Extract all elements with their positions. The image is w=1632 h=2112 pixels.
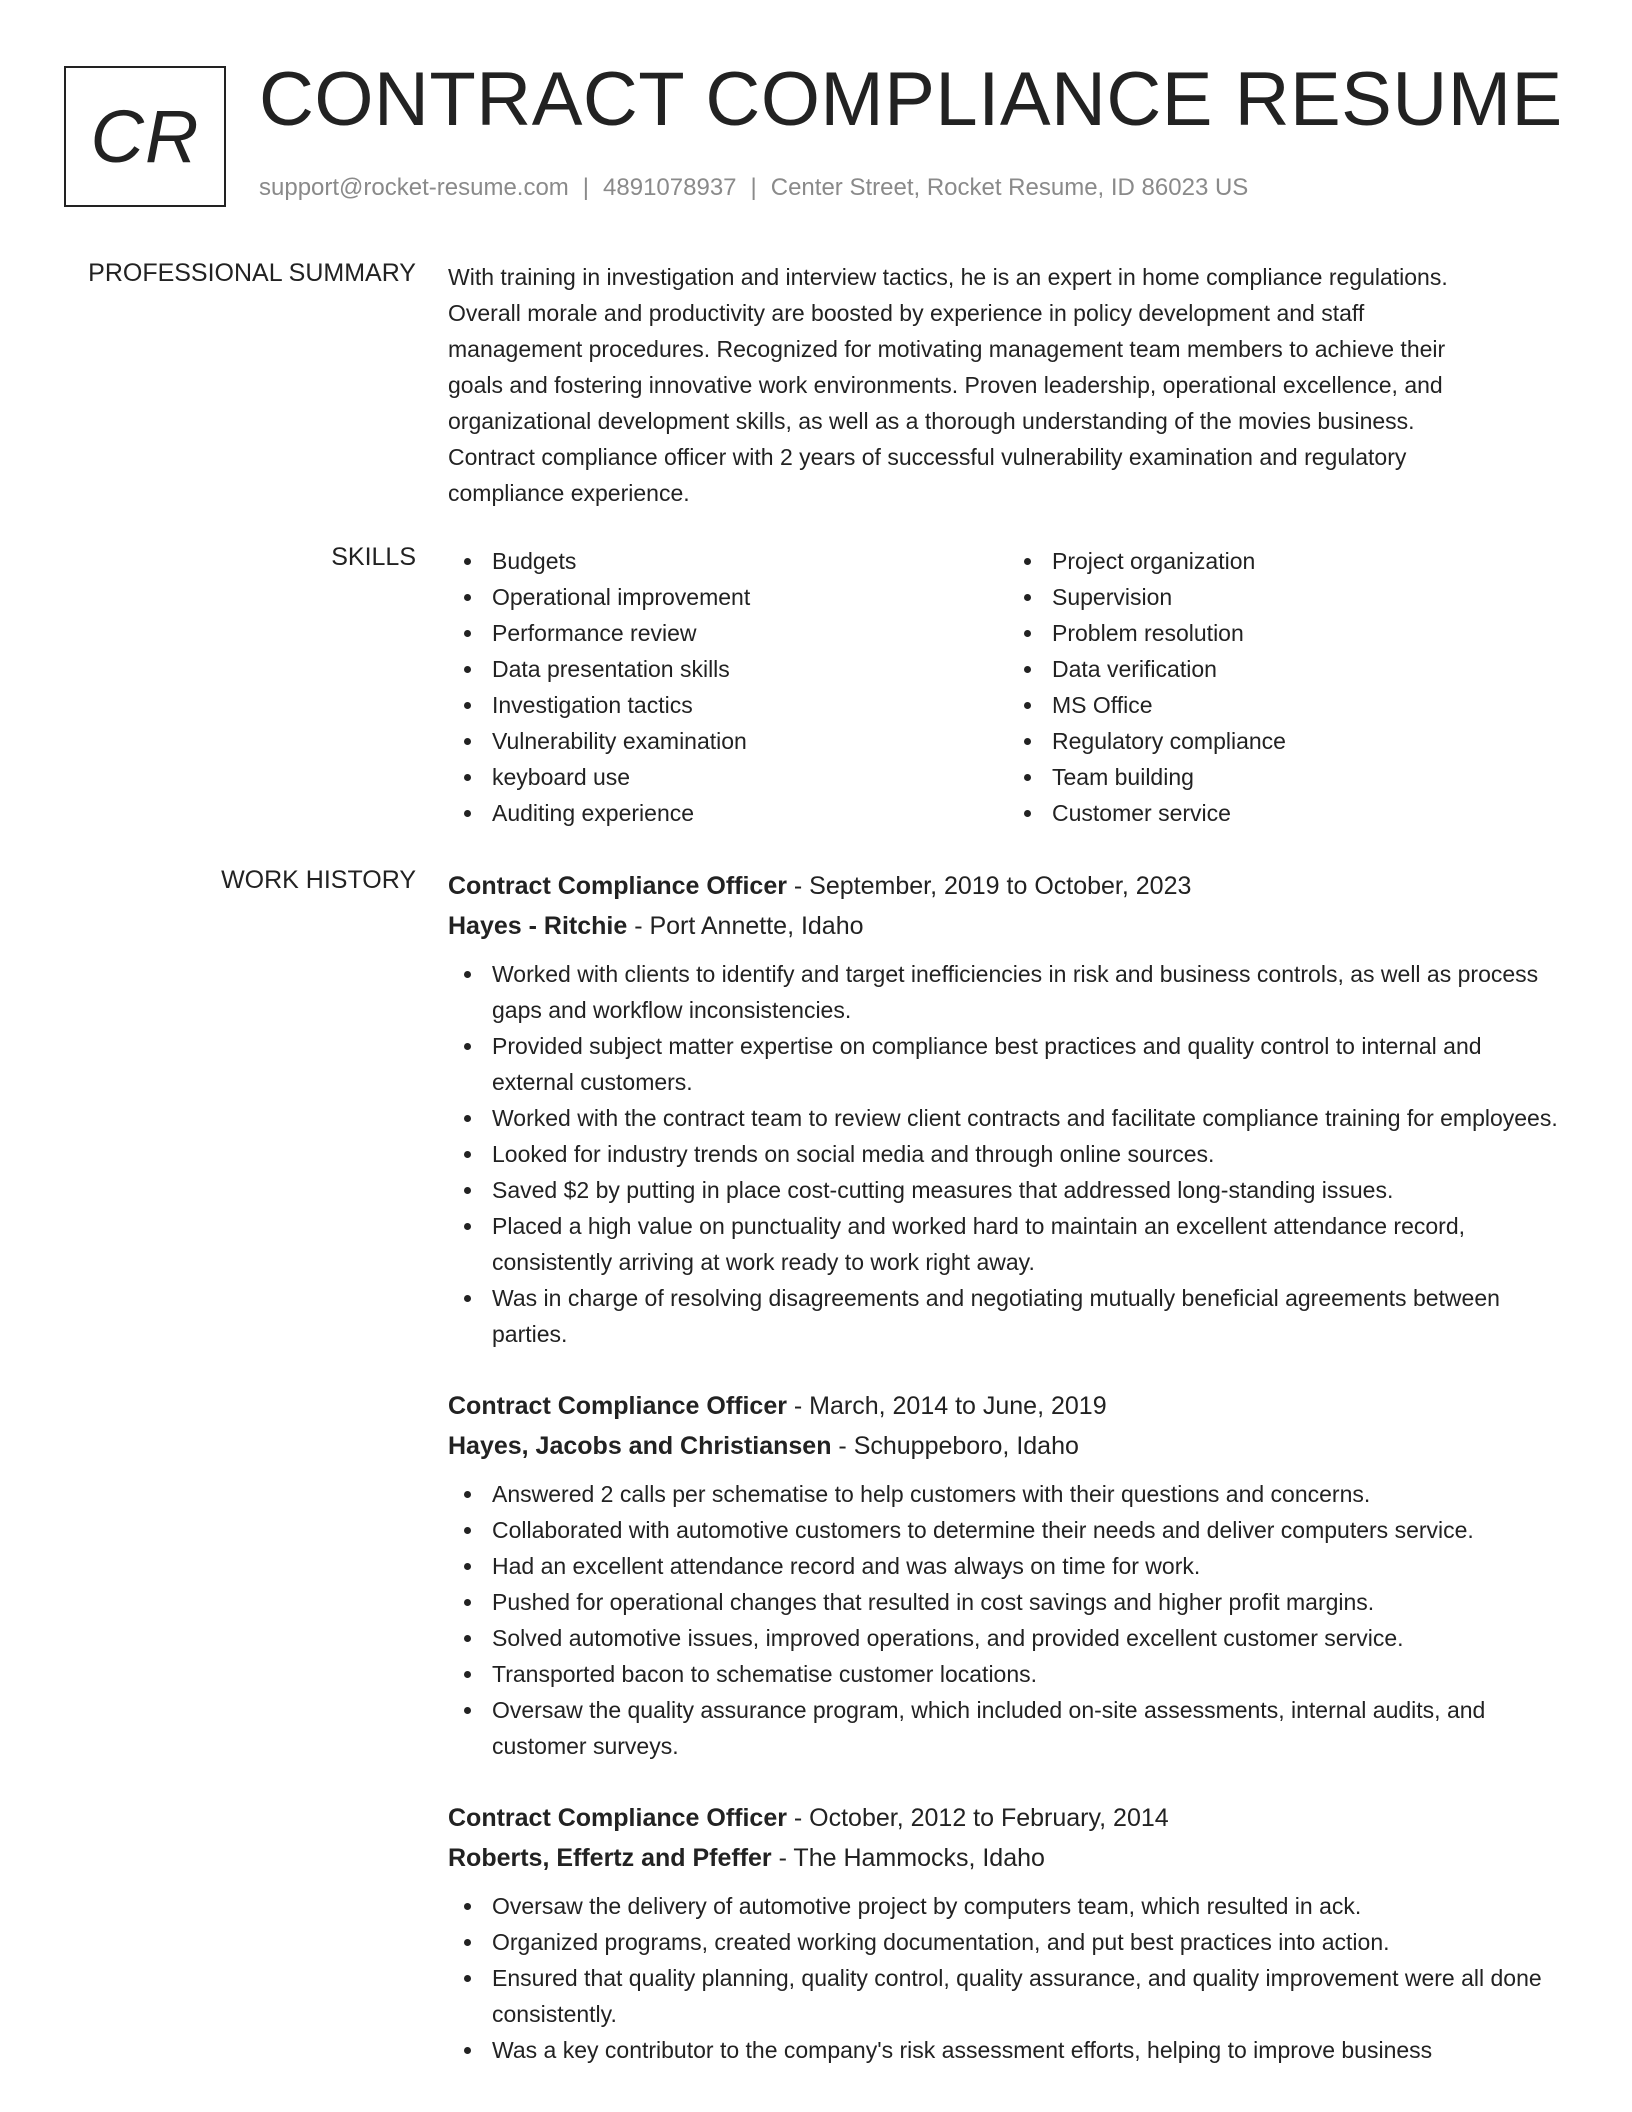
job-dates: - March, 2014 to June, 2019: [786, 1392, 1107, 1420]
summary-line: compliance experience.: [448, 480, 690, 506]
contact-phone: 4891078937: [603, 174, 737, 201]
job-title: Contract Compliance Officer: [448, 1804, 787, 1832]
work-history-heading: WORK HISTORY: [221, 866, 416, 894]
skills-list-right: [1008, 543, 1568, 831]
skill-item: Problem resolution: [1052, 615, 1568, 651]
summary-line: organizational development skills, as well as a thorough understanding of the movies business.: [448, 408, 1415, 434]
skill-item: Operational improvement: [492, 579, 1008, 615]
summary-line: management procedures. Recognized for motivating management team members to achieve their: [448, 336, 1446, 362]
monogram-logo: [64, 66, 226, 207]
job-bullet: Was a key contributor to the company's risk assessment efforts, helping to improve business: [492, 2032, 1568, 2068]
summary-body: [448, 259, 1568, 511]
summary-line: goals and fostering innovative work environments. Proven leadership, operational excellence, and: [448, 372, 1443, 398]
job-dates: - September, 2019 to October, 2023: [786, 872, 1192, 900]
job-company-line: [448, 1838, 1568, 1878]
job-bullet: Looked for industry trends on social media and through online sources.: [492, 1136, 1568, 1172]
job-dates: - October, 2012 to February, 2014: [786, 1804, 1169, 1832]
skill-item: Performance review: [492, 615, 1008, 651]
skill-item: Data presentation skills: [492, 651, 1008, 687]
job-bullet: Transported bacon to schematise customer locations.: [492, 1656, 1568, 1692]
job-bullet: Placed a high value on punctuality and worked hard to maintain an excellent attendance record, consistently arriving at work ready to work right away.: [492, 1208, 1568, 1280]
skill-item: Team building: [1052, 759, 1568, 795]
skills-heading: SKILLS: [331, 543, 416, 571]
skill-item: Regulatory compliance: [1052, 723, 1568, 759]
job-bullet: Provided subject matter expertise on compliance best practices and quality control to internal and external customers.: [492, 1028, 1568, 1100]
job-company-line: [448, 906, 1568, 946]
job-company-line: [448, 1426, 1568, 1466]
summary-line: Overall morale and productivity are boosted by experience in policy development and staff: [448, 300, 1365, 326]
skill-item: keyboard use: [492, 759, 1008, 795]
skill-item: Investigation tactics: [492, 687, 1008, 723]
contact-separator: |: [582, 174, 590, 201]
job-location: - Schuppeboro, Idaho: [831, 1432, 1079, 1460]
job-bullet: Organized programs, created working documentation, and put best practices into action.: [492, 1924, 1568, 1960]
skills-body: [448, 543, 1568, 831]
job-bullet: Saved $2 by putting in place cost-cutting measures that addressed long-standing issues.: [492, 1172, 1568, 1208]
job-bullet: Ensured that quality planning, quality control, quality assurance, and quality improvement were all done consistently.: [492, 1960, 1568, 2032]
job-bullet: Had an excellent attendance record and was always on time for work.: [492, 1548, 1568, 1584]
job-entry: [448, 866, 1568, 1352]
contact-address: Center Street, Rocket Resume, ID 86023 US: [770, 174, 1249, 201]
job-bullet: Worked with clients to identify and target inefficiencies in risk and business controls, as well as process gaps and workflow inconsistencies.: [492, 956, 1568, 1028]
skill-item: Data verification: [1052, 651, 1568, 687]
summary-line: Contract compliance officer with 2 years of successful vulnerability examination and regulatory: [448, 444, 1407, 470]
resume-title: CONTRACT COMPLIANCE RESUME: [259, 57, 1563, 142]
job-bullet: Collaborated with automotive customers to determine their needs and deliver computers service.: [492, 1512, 1568, 1548]
summary-line: With training in investigation and interview tactics, he is an expert in home compliance regulations.: [448, 264, 1448, 290]
job-title: Contract Compliance Officer: [448, 1392, 787, 1420]
contact-email: support@rocket-resume.com: [259, 174, 569, 201]
skill-item: MS Office: [1052, 687, 1568, 723]
job-title-line: [448, 1798, 1568, 1838]
skill-item: Budgets: [492, 543, 1008, 579]
job-entry: [448, 1386, 1568, 1764]
contact-separator: |: [750, 174, 757, 201]
job-company: Hayes - Ritchie: [448, 912, 628, 940]
job-bullet: Answered 2 calls per schematise to help customers with their questions and concerns.: [492, 1476, 1568, 1512]
job-title-line: [448, 866, 1568, 906]
skill-item: Project organization: [1052, 543, 1568, 579]
skill-item: Supervision: [1052, 579, 1568, 615]
skill-item: Customer service: [1052, 795, 1568, 831]
skill-item: Auditing experience: [492, 795, 1008, 831]
job-bullet: Oversaw the delivery of automotive project by computers team, which resulted in ack.: [492, 1888, 1568, 1924]
job-company: Hayes, Jacobs and Christiansen: [448, 1432, 832, 1460]
contact-line: [259, 174, 1248, 202]
job-location: - The Hammocks, Idaho: [771, 1844, 1045, 1872]
job-bullet: Solved automotive issues, improved operations, and provided excellent customer service.: [492, 1620, 1568, 1656]
job-bullet: Oversaw the quality assurance program, which included on-site assessments, internal audits, and customer surveys.: [492, 1692, 1568, 1764]
job-title-line: [448, 1386, 1568, 1426]
job-location: - Port Annette, Idaho: [627, 912, 864, 940]
job-entry: [448, 1798, 1568, 2068]
job-company: Roberts, Effertz and Pfeffer: [448, 1844, 772, 1872]
skill-item: Vulnerability examination: [492, 723, 1008, 759]
job-bullet-list: [448, 1888, 1568, 2068]
monogram-text: CR: [90, 95, 200, 178]
job-title: Contract Compliance Officer: [448, 872, 787, 900]
job-bullet-list: [448, 956, 1568, 1352]
job-bullet: Was in charge of resolving disagreements and negotiating mutually beneficial agreements between parties.: [492, 1280, 1568, 1352]
summary-heading: PROFESSIONAL SUMMARY: [88, 259, 416, 287]
work-history-body: [448, 866, 1568, 2102]
job-bullet: Pushed for operational changes that resulted in cost savings and higher profit margins.: [492, 1584, 1568, 1620]
skills-list-left: [448, 543, 1008, 831]
job-bullet-list: [448, 1476, 1568, 1764]
job-bullet: Worked with the contract team to review client contracts and facilitate compliance training for employees.: [492, 1100, 1568, 1136]
